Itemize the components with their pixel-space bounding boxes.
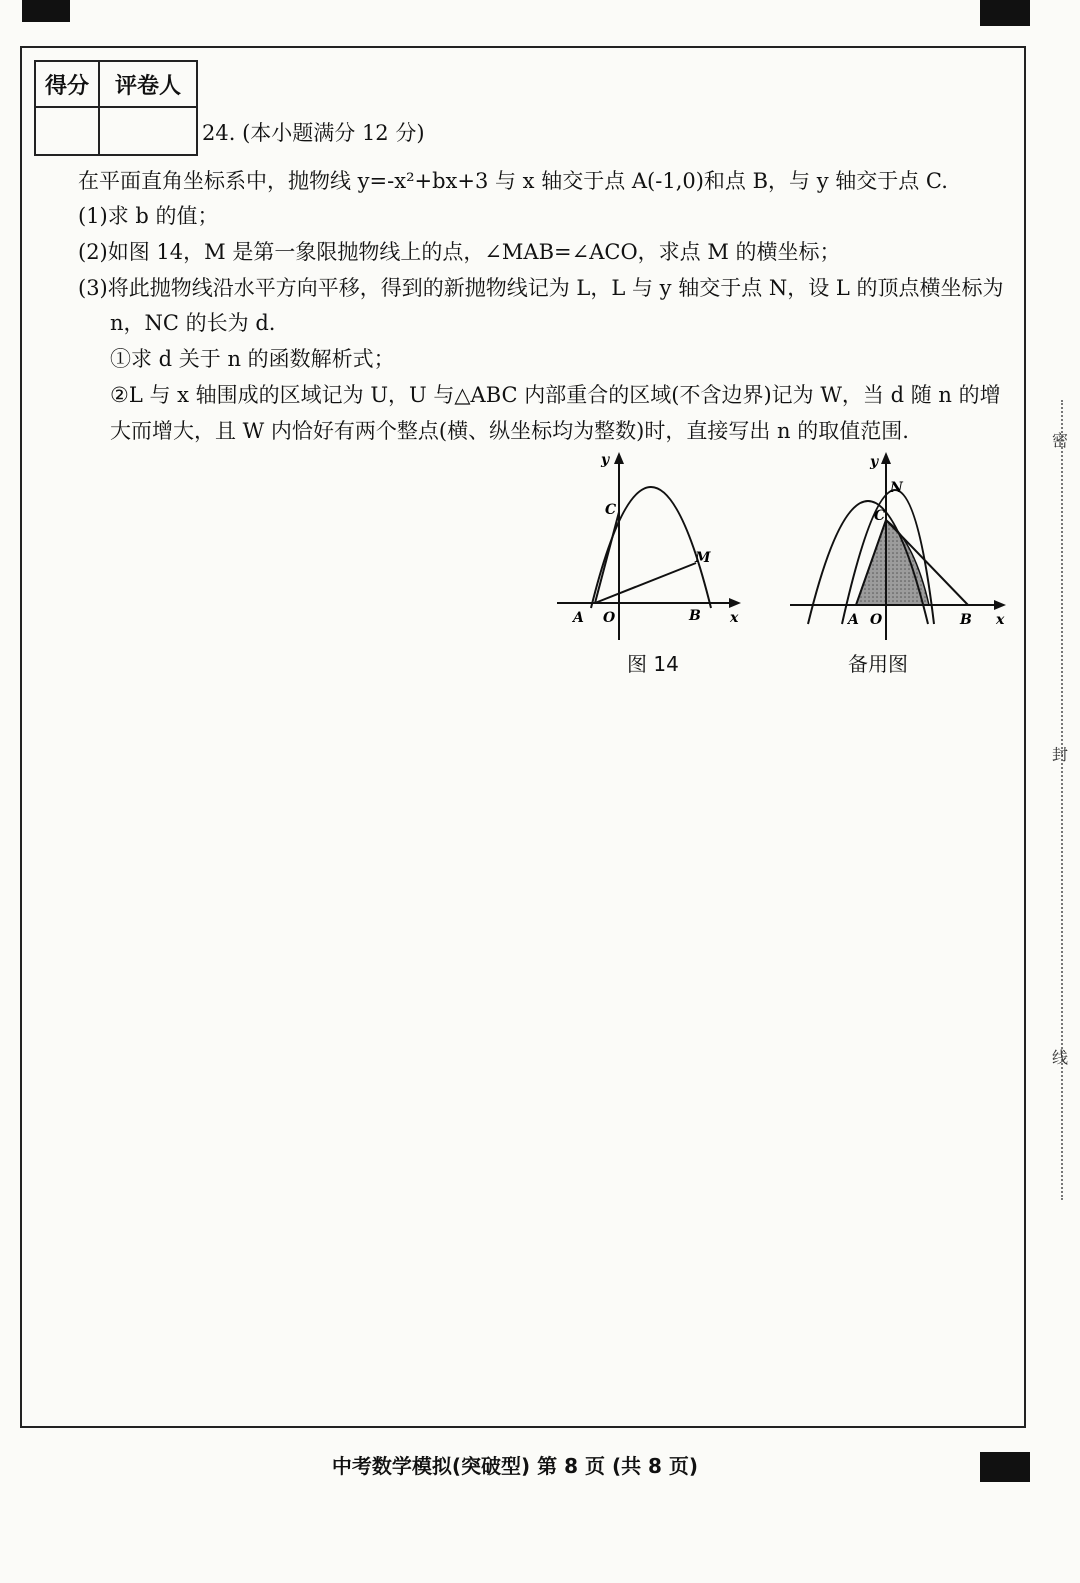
- segment-ac: [595, 512, 619, 603]
- x-axis-arrow: [994, 600, 1006, 610]
- margin-char-xian: 线: [1052, 1048, 1069, 1067]
- question-stem: 在平面直角坐标系中，抛物线 y=-x²+bx+3 与 x 轴交于点 A(-1,0)和点 B，与 y 轴交于点 C.: [78, 169, 948, 193]
- y-axis-arrow: [881, 452, 891, 464]
- corner-mark-top-left: [22, 0, 70, 22]
- label-o: O: [870, 612, 883, 628]
- question-part-2: (2)如图 14，M 是第一象限抛物线上的点，∠MAB=∠ACO，求点 M 的横坐标；: [78, 240, 841, 264]
- question-part-3-sub2-cont: 大而增大，且 W 内恰好有两个整点(横、纵坐标均为整数)时，直接写出 n 的取值范围.: [110, 419, 909, 443]
- label-c: C: [605, 502, 617, 518]
- label-n: N: [890, 480, 903, 496]
- label-y: y: [870, 454, 879, 470]
- corner-mark-top-right: [980, 0, 1030, 26]
- figure-14-caption: 图 14: [627, 652, 679, 676]
- question-part-3-sub1: ①求 d 关于 n 的函数解析式；: [110, 347, 395, 371]
- label-y: y: [601, 452, 610, 468]
- question-part-1: (1)求 b 的值；: [78, 204, 219, 228]
- binding-line: [1061, 400, 1063, 1200]
- label-a: A: [573, 610, 584, 626]
- label-c: C: [874, 508, 886, 524]
- label-b: B: [960, 612, 972, 628]
- label-m: M: [695, 550, 711, 566]
- label-o: O: [603, 610, 616, 626]
- figure-spare-caption: 备用图: [848, 652, 908, 676]
- figure-14: [555, 448, 745, 648]
- score-cell[interactable]: [35, 107, 99, 155]
- y-axis-arrow: [614, 452, 624, 464]
- grader-label: 评卷人: [99, 61, 197, 107]
- x-axis-arrow: [729, 598, 741, 608]
- score-label: 得分: [35, 61, 99, 107]
- question-part-3: (3)将此抛物线沿水平方向平移，得到的新抛物线记为 L，L 与 y 轴交于点 N，设 L 的顶点横坐标为: [78, 276, 1004, 300]
- grader-cell[interactable]: [99, 107, 197, 155]
- label-x: x: [730, 610, 739, 626]
- page-footer: 中考数学模拟(突破型) 第 8 页 (共 8 页): [331, 1454, 699, 1478]
- question-part-3-sub2: ②L 与 x 轴围成的区域记为 U，U 与△ABC 内部重合的区域(不含边界)记为 W，当 d 随 n 的增: [110, 383, 1001, 407]
- question-header: 24. (本小题满分 12 分): [202, 121, 425, 145]
- question-part-3-cont: n，NC 的长为 d.: [110, 311, 276, 335]
- margin-char-feng: 封: [1052, 745, 1069, 764]
- figure-spare: [788, 448, 1013, 648]
- label-b: B: [689, 608, 701, 624]
- label-a: A: [848, 612, 859, 628]
- margin-char-mi: 密: [1052, 431, 1069, 450]
- segment-am: [595, 563, 696, 603]
- score-table: [34, 60, 198, 156]
- label-x: x: [996, 612, 1005, 628]
